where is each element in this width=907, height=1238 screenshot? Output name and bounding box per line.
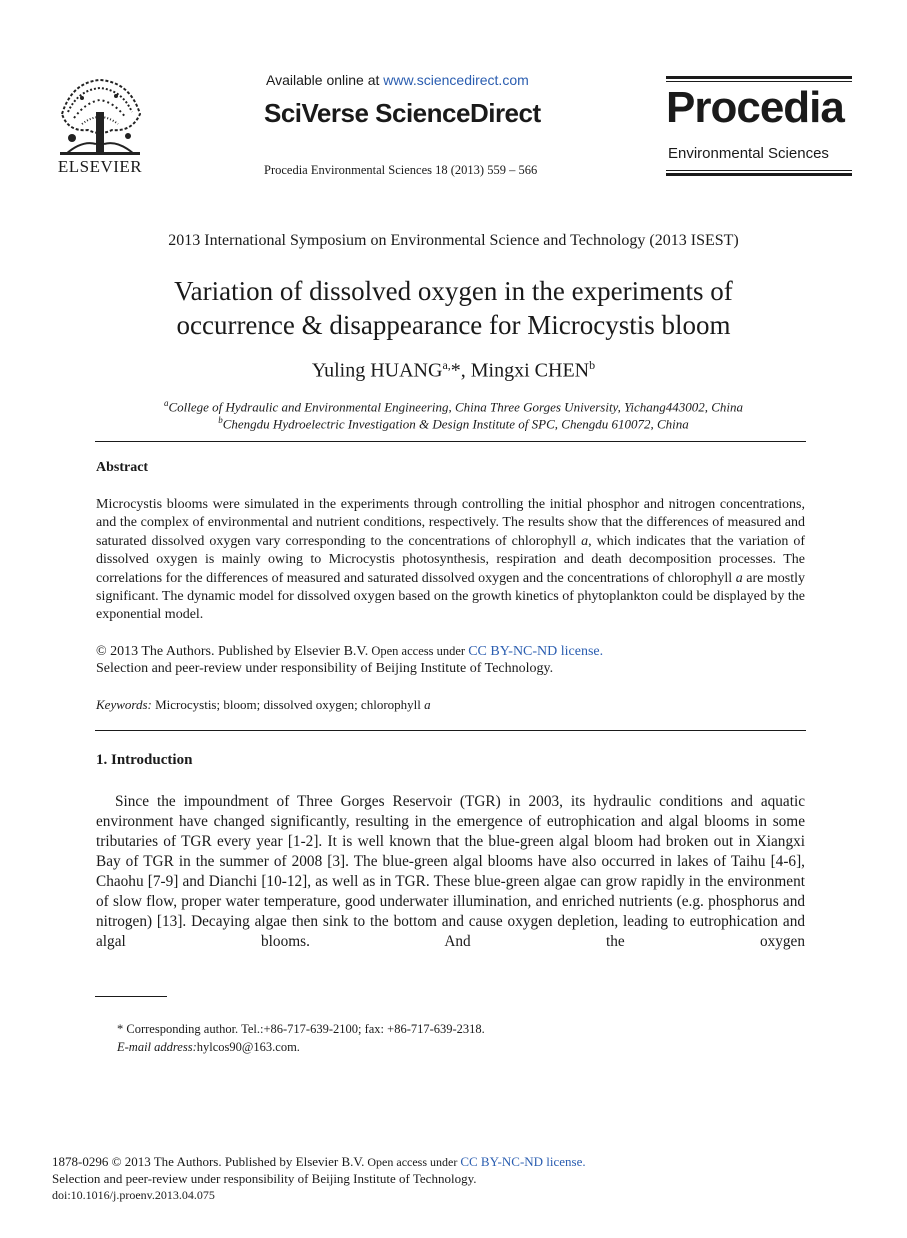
abstract-part-3: are mostly significant. The dynamic model for dissolved oxygen based on the growth kinetics of phytoplankton could be displayed by the exponential model. (96, 570, 805, 623)
paper-title (0, 274, 907, 342)
symposium-name: 2013 International Symposium on Environmental Science and Technology (2013 ISEST) (168, 232, 739, 249)
title-line-2: occurrence & disappearance for Microcystis bloom (176, 310, 731, 340)
journal-reference: Procedia Environmental Sciences 18 (2013) 559 – 566 (264, 163, 538, 177)
elsevier-logo-text: ELSEVIER (57, 157, 143, 176)
abstract-italic-2: a (735, 570, 743, 586)
copyright-block (96, 643, 603, 677)
bottom-peer-review: Selection and peer-review under responsibility of Beijing Institute of Technology. (52, 1170, 477, 1186)
email-address[interactable]: hylcos90@163.com. (196, 1040, 300, 1054)
corresponding-mark: *, (450, 359, 471, 382)
bottom-matter (52, 1154, 586, 1204)
peer-review-line: Selection and peer-review under responsibility of Beijing Institute of Technology. (96, 661, 554, 676)
email-label: E-mail address: (117, 1040, 197, 1054)
brand-rule-bottom-thick (666, 173, 852, 176)
bottom-open-access-prefix: Open access under (364, 1155, 461, 1169)
copyright-line: © 2013 The Authors. Published by Elsevier B.V. (96, 644, 369, 659)
brand-rule-top-thin (666, 81, 852, 82)
affiliation-a-mark: a (163, 398, 169, 408)
available-online (266, 72, 529, 88)
bottom-license-link[interactable]: CC BY-NC-ND license. (460, 1154, 586, 1169)
author-2-affil: b (589, 358, 596, 372)
license-link[interactable]: CC BY-NC-ND license. (468, 644, 604, 659)
abstract-italic-1: a (581, 533, 589, 549)
journal-brand: Procedia (666, 83, 844, 132)
issn-line: 1878-0296 © 2013 The Authors. Published by Elsevier B.V. (52, 1154, 365, 1169)
footnote (117, 1020, 485, 1056)
brand-rule-bottom-thin (666, 170, 852, 171)
affiliation-a-text: College of Hydraulic and Environmental Engineering, China Three Gorges University, Yichang443002, China (168, 399, 744, 415)
introduction-paragraph: Since the impoundment of Three Gorges Reservoir (TGR) in 2003, its hydraulic conditions and aquatic environment have changed significantly, resulting in the emergence of eutrophication and algal blooms in some tributaries of TGR every year [1-2]. It is well known that the blue-green algal bloom had broken out in Xiangxi Bay of TGR in the summer of 2008 [3]. The blue-green algal blooms have also occurred in lakes of Taihu [4-6], Chaohu [7-9] and Dianchi [10-12], as well as in TGR. These blue-green algae can grow rapidly in the environment of slow flow, proper water temperature, good underwater illumination, and enriched nutrients (e.g. phosphorus and nitrogen) [13]. Decaying algae then sink to the bottom and cause oxygen depletion, leading to eutrophication and algal blooms. And the oxygen (96, 793, 805, 950)
abstract-divider (95, 730, 806, 731)
affiliation-a (0, 398, 907, 415)
affiliation-b (0, 415, 907, 432)
journal-brand-subtitle: Environmental Sciences (668, 145, 829, 162)
keywords-label: Keywords: (96, 697, 152, 712)
affiliation-b-mark: b (218, 415, 223, 425)
brand-rule-top-thick (666, 76, 852, 79)
abstract-heading: Abstract (96, 460, 149, 475)
footnote-rule (95, 996, 167, 997)
corresponding-author: * Corresponding author. Tel.:+86-717-639-2100; fax: +86-717-639-2318. (117, 1022, 485, 1036)
author-1: Yuling HUANG (311, 359, 443, 382)
available-prefix: Available online at (266, 72, 384, 88)
abstract-part-1: Microcystis blooms were simulated in the experiments through controlling the initial phosphor and nitrogen concentrations, and the complex of environmental and nutrient conditions, respectively. The results show that the differences of measured and saturated dissolved oxygen vary corresponding to the concentrations of chlorophyll (96, 497, 805, 549)
author-2: Mingxi CHEN (470, 359, 590, 382)
title-divider (95, 441, 806, 442)
open-access-prefix: Open access under (368, 644, 469, 658)
affiliation-b-text: Chengdu Hydroelectric Investigation & Design Institute of SPC, Chengdu 610072, China (222, 416, 689, 432)
keywords-list: Microcystis; bloom; dissolved oxygen; chlorophyll (151, 697, 425, 712)
author-1-affil: a, (442, 358, 451, 372)
platform-name: SciVerse ScienceDirect (264, 98, 541, 128)
sciencedirect-link[interactable]: www.sciencedirect.com (383, 72, 529, 88)
author-list (0, 358, 907, 383)
keywords-italic: a (424, 697, 431, 712)
keywords (96, 697, 431, 713)
title-line-1: Variation of dissolved oxygen in the experiments of (174, 276, 733, 306)
doi[interactable]: doi:10.1016/j.proenv.2013.04.075 (52, 1188, 215, 1202)
abstract-text (96, 496, 805, 625)
abstract-part-2: , which indicates that the variation of dissolved oxygen is mainly owing to Microcystis photosynthesis, respiration and death decomposition processes. The correlations for the differences of measured and saturated dissolved oxygen and the concentrations of chlorophyll (96, 533, 805, 586)
section-heading-introduction: 1. Introduction (96, 752, 193, 768)
